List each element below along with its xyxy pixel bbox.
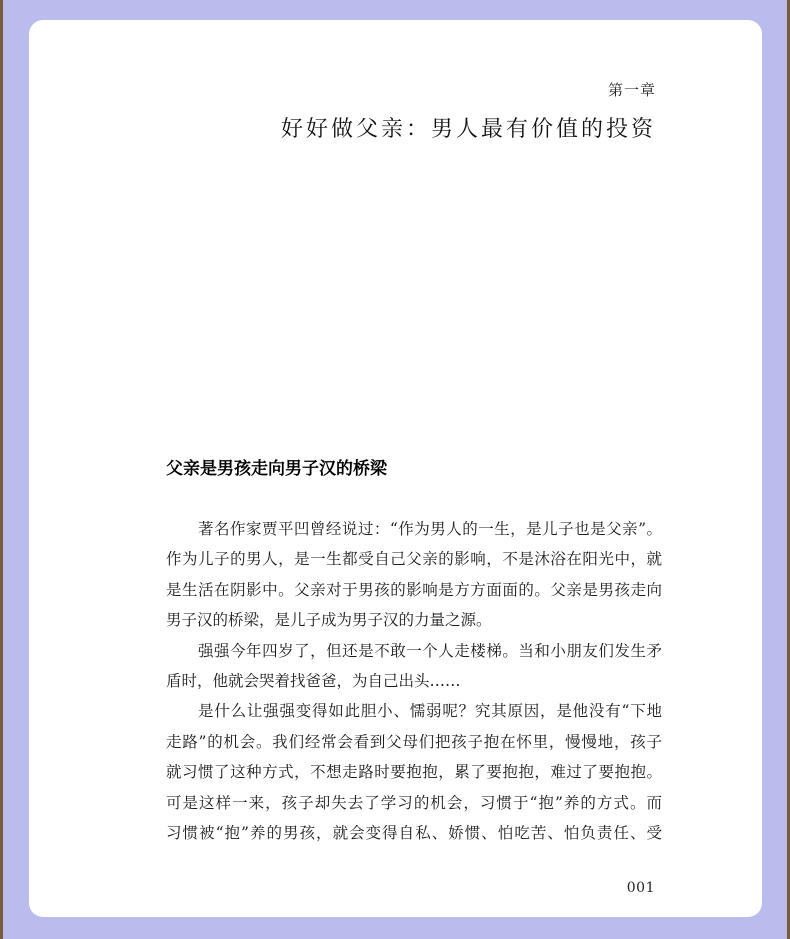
- section-heading: 父亲是男孩走向男子汉的桥梁: [166, 459, 387, 479]
- paragraph-line: 就习惯了这种方式，不想走路时要抱抱，累了要抱抱，难过了要抱抱。: [166, 763, 662, 782]
- paragraph-line: 是生活在阴影中。父亲对于男孩的影响是方方面面的。父亲是男孩走向: [166, 580, 662, 599]
- paragraph-line: 男子汉的桥梁，是儿子成为男子汉的力量之源。: [166, 611, 492, 630]
- chapter-label: 第一章: [607, 81, 656, 99]
- paragraph-line: 著名作家贾平凹曾经说过：“作为男人的一生，是儿子也是父亲”。: [198, 520, 662, 538]
- paragraph-line: 习惯被“抱”养的男孩，就会变得自私、娇惯、怕吃苦、怕负责任、受: [166, 823, 662, 842]
- paragraph-line: 强强今年四岁了，但还是不敢一个人走楼梯。当和小朋友们发生矛: [198, 641, 662, 660]
- paragraph-line: 作为儿子的男人，是一生都受自己父亲的影响，不是沐浴在阳光中，就: [166, 550, 662, 569]
- paragraph-line: 盾时，他就会哭着找爸爸，为自己出头……: [166, 671, 461, 690]
- chapter-title: 好好做父亲：男人最有价值的投资: [280, 117, 656, 142]
- body-text: [166, 514, 662, 848]
- paragraph-line: 是什么让强强变得如此胆小、懦弱呢？究其原因，是他没有“下地: [198, 702, 662, 721]
- book-page: [29, 20, 762, 917]
- paragraph-line: 可是这样一来，孩子却失去了学习的机会，习惯于“抱”养的方式。而: [166, 793, 662, 812]
- paragraph-line: 走路”的机会。我们经常会看到父母们把孩子抱在怀里，慢慢地，孩子: [166, 732, 662, 751]
- page-number: 001: [626, 880, 655, 896]
- book-edge-left: [0, 0, 3, 939]
